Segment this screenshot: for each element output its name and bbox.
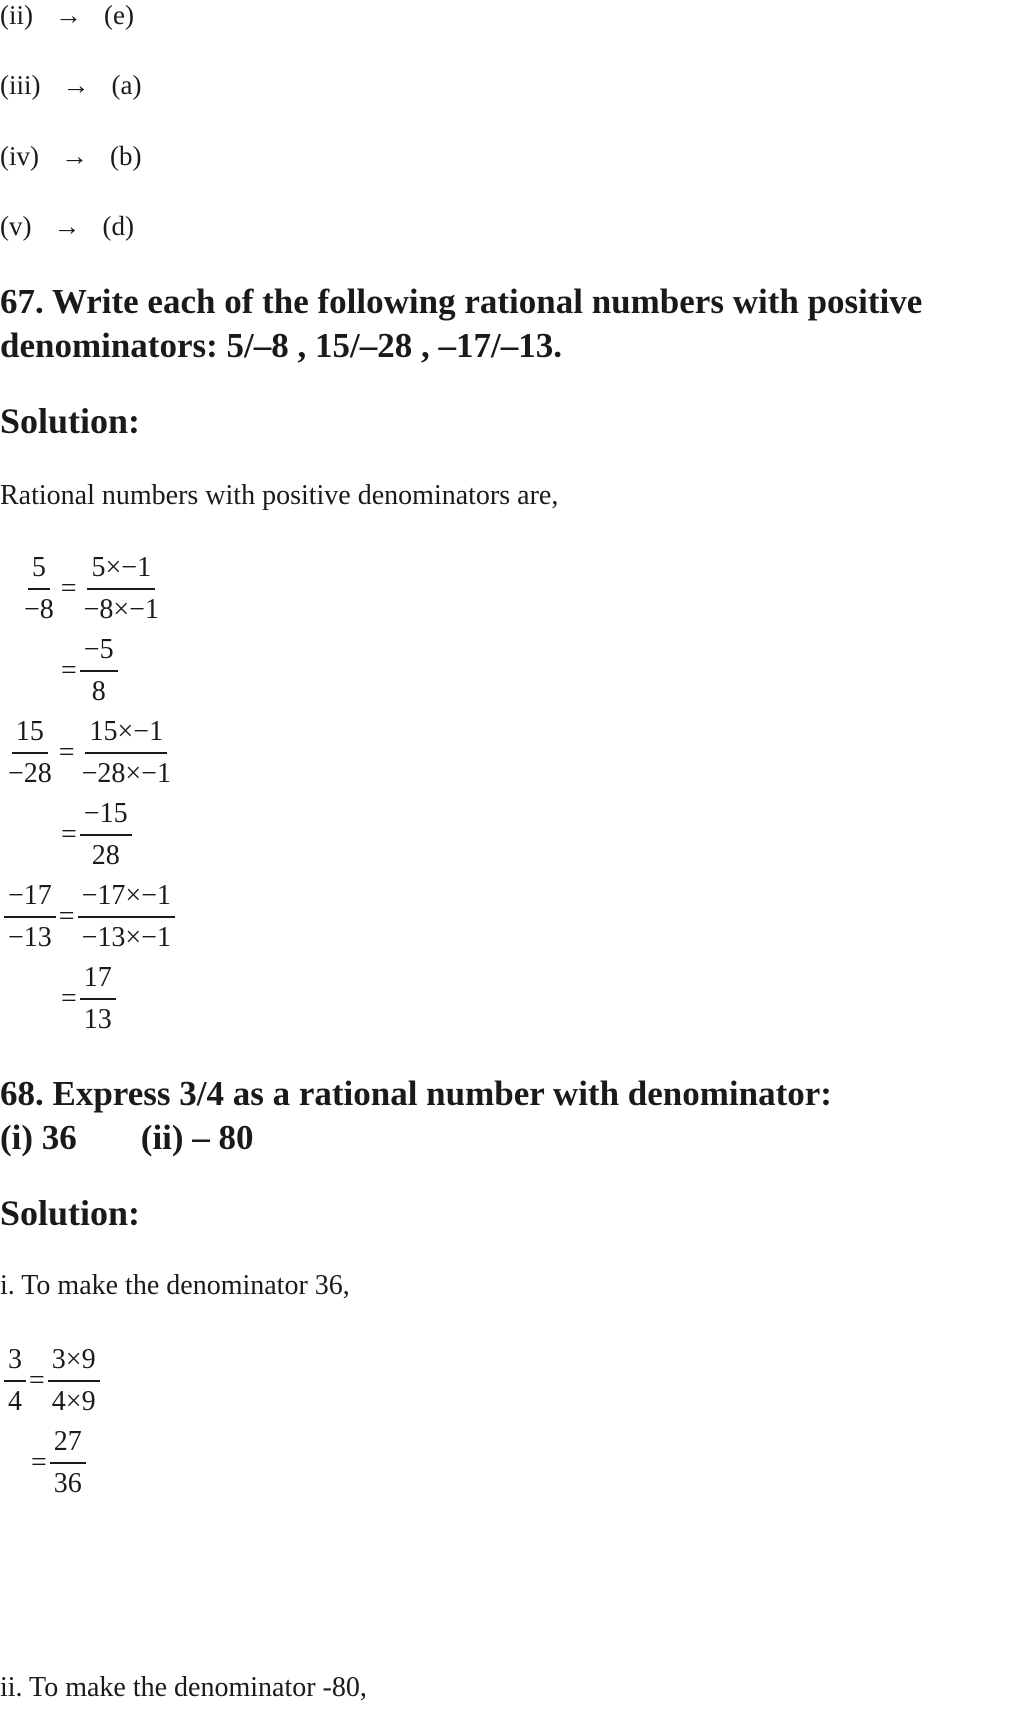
solution-intro: i. To make the denominator 36,: [0, 1270, 350, 1301]
denominator: −8: [24, 594, 54, 625]
fraction: [80, 548, 163, 630]
equation-line: [58, 958, 116, 1040]
equals-sign: =: [61, 983, 77, 1014]
numerator: 27: [50, 1422, 86, 1464]
fraction: [20, 548, 58, 630]
equation-line: [4, 876, 175, 958]
equals-sign: =: [31, 1447, 47, 1478]
match-row: [0, 141, 141, 172]
denominator: 4×9: [51, 1386, 96, 1417]
match-right: (e): [104, 0, 134, 30]
heading-line: denominators: 5/–8 , 15/–28 , –17/–13.: [0, 326, 562, 365]
fraction: [80, 794, 132, 876]
numerator: 15×−1: [85, 712, 167, 754]
fraction: [4, 876, 56, 958]
fraction: [80, 958, 116, 1040]
denominator: −13: [8, 922, 52, 953]
match-left: (iv): [0, 141, 39, 171]
solution-intro: Rational numbers with positive denominators are,: [0, 480, 559, 511]
arrow-icon: →: [55, 0, 82, 30]
solution-label: Solution:: [0, 1193, 141, 1233]
denominator: 4: [8, 1386, 22, 1417]
match-right: (a): [111, 70, 142, 100]
numerator: −15: [80, 794, 132, 836]
fraction: [48, 1340, 100, 1422]
match-left: (iii): [0, 70, 41, 100]
part-i: (i) 36: [0, 1118, 77, 1157]
numerator: −17: [4, 876, 56, 918]
heading-line: 68. Express 3/4 as a rational number with denominator:: [0, 1074, 832, 1113]
match-row: [0, 211, 134, 242]
match-left: (ii): [0, 0, 33, 30]
denominator: −8×−1: [83, 594, 159, 625]
arrow-icon: →: [62, 70, 90, 100]
heading-line: [0, 1116, 832, 1160]
question-68-heading: [0, 1072, 832, 1160]
question-67-heading: [0, 280, 922, 368]
match-row: [0, 70, 141, 101]
denominator: 13: [83, 1004, 112, 1035]
fraction: [50, 1422, 86, 1504]
arrow-icon: →: [60, 141, 88, 171]
equation-line: [58, 630, 118, 712]
equals-sign: =: [60, 573, 77, 604]
match-right: (b): [109, 141, 142, 171]
numerator: 15: [12, 712, 48, 754]
equals-sign: =: [29, 1365, 45, 1396]
fraction: [80, 630, 118, 712]
match-right: (d): [102, 211, 134, 241]
equation-line: [58, 794, 132, 876]
equals-sign: =: [61, 819, 77, 850]
fraction: [4, 712, 56, 794]
numerator: −17×−1: [78, 876, 175, 918]
numerator: 3×9: [48, 1340, 100, 1382]
solution-label: Solution:: [0, 401, 141, 441]
denominator: 36: [53, 1468, 82, 1499]
denominator: 28: [91, 840, 120, 871]
fraction: [4, 1340, 26, 1422]
numerator: 3: [4, 1340, 26, 1382]
part-ii: (ii) – 80: [140, 1118, 254, 1157]
equation-line: [4, 1340, 100, 1422]
equation-line: [28, 1422, 86, 1504]
numerator: 5×−1: [87, 548, 155, 590]
denominator: −28: [8, 758, 52, 789]
heading-line: 67. Write each of the following rational numbers with positive: [0, 282, 923, 321]
numerator: −5: [80, 630, 118, 672]
denominator: 8: [91, 676, 106, 707]
numerator: 17: [80, 958, 116, 1000]
equation-line: [20, 548, 163, 630]
denominator: −28×−1: [81, 758, 171, 789]
denominator: −13×−1: [81, 922, 171, 953]
fraction: [78, 712, 175, 794]
solution-intro: ii. To make the denominator -80,: [0, 1672, 367, 1703]
arrow-icon: →: [53, 211, 81, 241]
numerator: 5: [28, 548, 50, 590]
equation-line: [4, 712, 175, 794]
fraction: [78, 876, 175, 958]
equals-sign: =: [58, 901, 75, 932]
match-left: (v): [0, 211, 32, 241]
equals-sign: =: [61, 655, 77, 686]
equals-sign: =: [58, 737, 75, 768]
match-row: [0, 0, 134, 31]
